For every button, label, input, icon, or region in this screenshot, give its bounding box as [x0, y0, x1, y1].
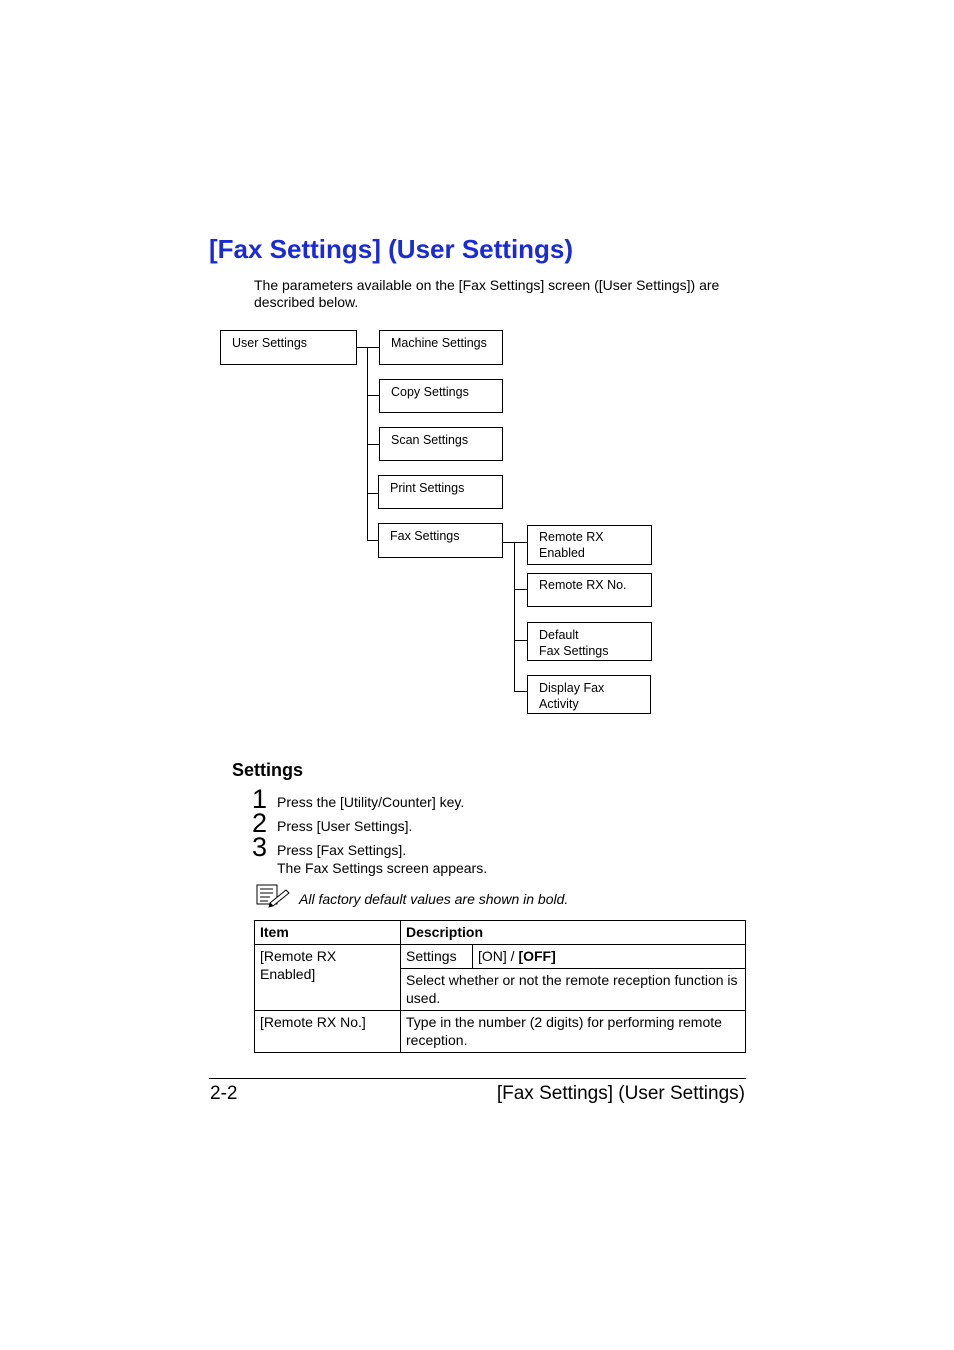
tree-connector — [357, 347, 379, 348]
step-number: 1 — [252, 784, 268, 814]
table-cell-item: [Remote RX Enabled] — [255, 945, 401, 1011]
tree-connector — [514, 640, 527, 641]
tree-node-machine-settings: Machine Settings — [379, 330, 503, 365]
tree-node-line: Remote RX No. — [539, 578, 627, 592]
page-title: [Fax Settings] (User Settings) — [209, 234, 574, 264]
table-cell-value — [473, 945, 746, 969]
tree-connector — [367, 395, 379, 396]
tree-connector — [503, 542, 527, 543]
note-text: All factory default values are shown in bold. — [299, 891, 569, 907]
tree-node-fax-settings: Fax Settings — [378, 523, 503, 558]
tree-connector — [514, 542, 515, 692]
tree-node-line: Fax Settings — [539, 644, 609, 658]
footer-rule — [209, 1078, 746, 1079]
table-cell-description: Select whether or not the remote reception function is used. — [401, 969, 746, 1011]
table-header-item: Item — [255, 921, 401, 945]
tree-node-user-settings: User Settings — [220, 330, 357, 365]
tree-node-default-fax-settings — [527, 622, 652, 661]
table-cell-item: [Remote RX No.] — [255, 1011, 401, 1053]
tree-node-line: Enabled — [539, 546, 585, 560]
tree-connector — [514, 589, 527, 590]
step-text: Press the [Utility/Counter] key. — [277, 794, 465, 810]
tree-node-print-settings: Print Settings — [378, 475, 503, 509]
settings-heading: Settings — [232, 760, 304, 780]
footer-page-number: 2-2 — [210, 1083, 238, 1104]
tree-node-scan-settings: Scan Settings — [379, 427, 503, 461]
footer-section-title: [Fax Settings] (User Settings) — [496, 1083, 745, 1104]
tree-connector — [367, 444, 379, 445]
settings-table — [254, 920, 746, 1053]
table-header-row — [255, 921, 746, 945]
tree-node-line: Default — [539, 628, 579, 642]
step-number: 2 — [252, 808, 268, 838]
tree-connector — [514, 691, 527, 692]
tree-node-remote-rx-enabled — [527, 525, 652, 565]
tree-node-display-fax-activity — [527, 675, 651, 714]
table-header-description: Description — [401, 921, 746, 945]
intro-text: The parameters available on the [Fax Settings] screen ([User Settings]) are described below. — [254, 277, 720, 310]
tree-node-line: Display Fax — [539, 681, 605, 695]
step-subtext: The Fax Settings screen appears. — [277, 860, 488, 876]
step-number: 3 — [252, 832, 268, 862]
value-default-bold: [OFF] — [518, 948, 556, 964]
step-text: Press [User Settings]. — [277, 818, 413, 834]
table-row — [255, 945, 746, 969]
table-cell-sublabel: Settings — [401, 945, 473, 969]
note-pencil-icon — [256, 884, 290, 908]
tree-node-remote-rx-no — [527, 573, 652, 607]
tree-node-line: Activity — [539, 697, 579, 711]
step-text: Press [Fax Settings]. — [277, 842, 407, 858]
value-normal: [ON] / — [478, 948, 519, 964]
table-row — [255, 1011, 746, 1053]
tree-node-line: Remote RX — [539, 530, 604, 544]
tree-node-copy-settings: Copy Settings — [379, 379, 503, 413]
table-cell-description: Type in the number (2 digits) for performing remote reception. — [401, 1011, 746, 1053]
